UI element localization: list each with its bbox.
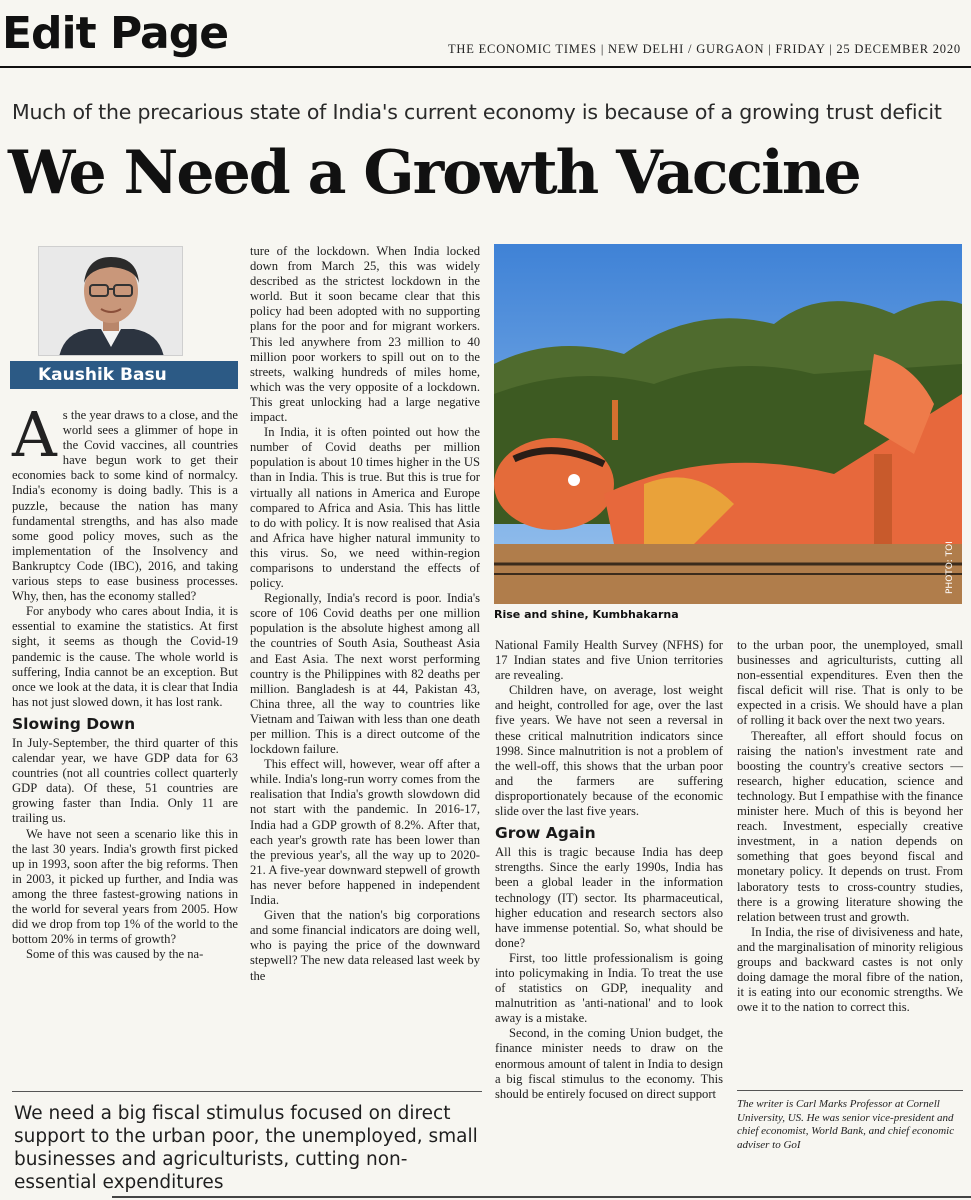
masthead-rule: [0, 66, 971, 68]
article-paragraph: First, too little professionalism is going into policymaking in India. To treat the use of statistics on GDP, inequality and malnutrition as 'anti-national' and to look away is a mistake.: [495, 950, 723, 1026]
masthead-dateline: THE ECONOMIC TIMES | NEW DELHI / GURGAON | FRIDAY | 25 DECEMBER 2020: [448, 42, 961, 56]
article-paragraph: All this is tragic because India has deep strengths. Since the early 1990s, India has been a global leader in the information technology (IT) sector. Its pharmaceutical, higher education and research sectors also have immense potential. So, what should be done?: [495, 845, 723, 950]
article-column-1: [12, 398, 238, 962]
article-column-2: [250, 244, 480, 984]
bio-rule: [737, 1090, 963, 1091]
photo-caption: Rise and shine, Kumbhakarna: [494, 608, 679, 621]
author-bio: The writer is Carl Marks Professor at Cornell University, US. He was senior vice-president and chief economist, World Bank, and chief economic adviser to GoI: [737, 1098, 955, 1151]
article-paragraph: Second, in the coming Union budget, the finance minister needs to draw on the enormous amount of talent in India to design a big fiscal stimulus to the economy. This should be entirely focused on direct support: [495, 1026, 723, 1101]
kumbhakarna-photo: [494, 244, 962, 604]
pull-quote: We need a big fiscal stimulus focused on direct support to the urban poor, the unemployed, small businesses and agriculturists, cutting non-essential expenditures: [14, 1103, 478, 1193]
article-paragraph: Given that the nation's big corporations and some financial indicators are doing well, who is paying the price of the downward stepwell? The new data released last week by the: [250, 908, 480, 983]
article-paragraph: Children have, on average, lost weight and height, controlled for age, over the last five years. We have not seen a reversal in these critical malnutrition indicators since 1998. Since malnutrition is not a problem of the well-off, this shows that the urban poor and the farmers are suffering disproportionately because of the economic slide over the last five years.: [495, 683, 723, 819]
article-paragraph: As the year draws to a close, and the world sees a glimmer of hope in the Covid vaccines, all countries have begun work to get their economies back to some kind of normalcy. India's economy is doing badly. This is a puzzle, because the nation has many fundamental strengths, and has also made some good policy moves, such as the implementation of the Insolvency and Bankruptcy Code (IBC), 2016, and taking various steps to ease business processes. Why, then, has the economy stalled?: [12, 398, 238, 604]
section-title: Edit Page: [2, 8, 229, 59]
pullquote-rule: [12, 1091, 482, 1092]
article-headline: We Need a Growth Vaccine: [8, 138, 860, 208]
article-column-3: [495, 638, 723, 1102]
article-paragraph: We have not seen a scenario like this in the last 30 years. India's growth first picked up in 1993, soon after the big reforms. Then in 2003, it picked up further, and India was among the three fastest-growing nations in the world for several years from 2005. How did we drop from top 1% of the world to the bottom 20% in terms of growth?: [12, 826, 238, 947]
article-paragraph: Some of this was caused by the na-: [26, 947, 204, 962]
article-paragraph: ture of the lockdown. When India locked down from March 25, this was widely described as the strictest lockdown in the world. But it soon became clear that this policy had been adopted with no supporting plans for the poor and for migrant workers. This led anywhere from 23 million to 40 million poor workers to spill out on to the streets, walking hundreds of miles home, which was the very opposite of a lockdown. This great unlocking had a large negative impact.: [250, 244, 480, 425]
photo-credit: PHOTO: TOI: [945, 541, 955, 594]
article-kicker: Much of the precarious state of India's current economy is because of a growing trust deficit: [12, 100, 942, 124]
article-paragraph: National Family Health Survey (NFHS) for 17 Indian states and five Union territories are revealing.: [495, 638, 723, 683]
article-paragraph: In India, the rise of divisiveness and hate, and the marginalisation of minority religious groups and backward castes is not only doing damage the moral fibre of the nation, it is eating into our economic strengths. We owe it to the nation to correct this.: [737, 924, 963, 1015]
article-paragraph: to the urban poor, the unemployed, small businesses and agriculturists, cutting all non-essential expenditures. Even then the fiscal deficit will rise. That is only to be expected in a crisis. We should have a plan of rolling it back over the next two years.: [737, 638, 963, 728]
article-paragraph: For anybody who cares about India, it is essential to examine the statistics. At first sight, it seems as though the Covid-19 pandemic is the cause. The whole world is suffering, India cannot be an exception. But once we look at the data, it is clear that India has not just slowed down, it has lost rank.: [12, 604, 238, 709]
subheading-grow-again: Grow Again: [495, 824, 596, 843]
subheading-slowing-down: Slowing Down: [12, 714, 136, 733]
article-paragraph: This effect will, however, wear off after a while. India's long-run worry comes from the realisation that India's growth slowdown did not start with the pandemic. In 2016-17, India had a GDP growth of 8.2%. After that, each year's growth rate has been lower than the previous year's, all the way up to 2020-21. A five-year downward stepwell of growth has never before happened in independent India.: [250, 757, 480, 908]
article-paragraph: Thereafter, all effort should focus on raising the nation's investment rate and boosting the country's creative sectors — research, higher education, science and technology. But I empathise with the finance minister here. Much of this is beyond her reach. Investment, especially creative investment, in a nation depends on something that goes beyond fiscal and monetary policy. It depends on trust. From laboratory tests to cross-country studies, there is a growing literature showing the relation between trust and growth.: [737, 728, 963, 924]
article-paragraph: In India, it is often pointed out how the number of Covid deaths per million population is about 10 times higher in the US than in India. This is true. But this is true for virtually all nations in America and Europe compared to Africa and Asia. This has little to do with policy. It is now realised that Asia and Africa have higher natural immunity to this virus. So, we need within-region comparisons to understand the effects of policy.: [250, 425, 480, 591]
author-byline: Kaushik Basu: [10, 361, 238, 389]
drop-cap: A: [12, 398, 57, 471]
footer-rule: [112, 1196, 971, 1198]
article-column-4: [737, 638, 963, 1015]
article-paragraph: Regionally, India's record is poor. India's score of 106 Covid deaths per one million population is the absolute highest among all the countries of South Asia, Southeast Asia and East Asia. The next worst performing country is the Philippines with 82 deaths per million. Bangladesh is at 44, Pakistan 43, China three, all the way to countries like Vietnam and Taiwan with less than one death per million. This is a direct outcome of the lockdown failure.: [250, 591, 480, 757]
author-photo: [38, 246, 183, 356]
article-paragraph: In July-September, the third quarter of this calendar year, we have GDP data for 63 countries (not all countries collect quarterly GDP data). Of these, 51 countries are growing faster than India. Only 11 are trailing us.: [12, 735, 238, 826]
